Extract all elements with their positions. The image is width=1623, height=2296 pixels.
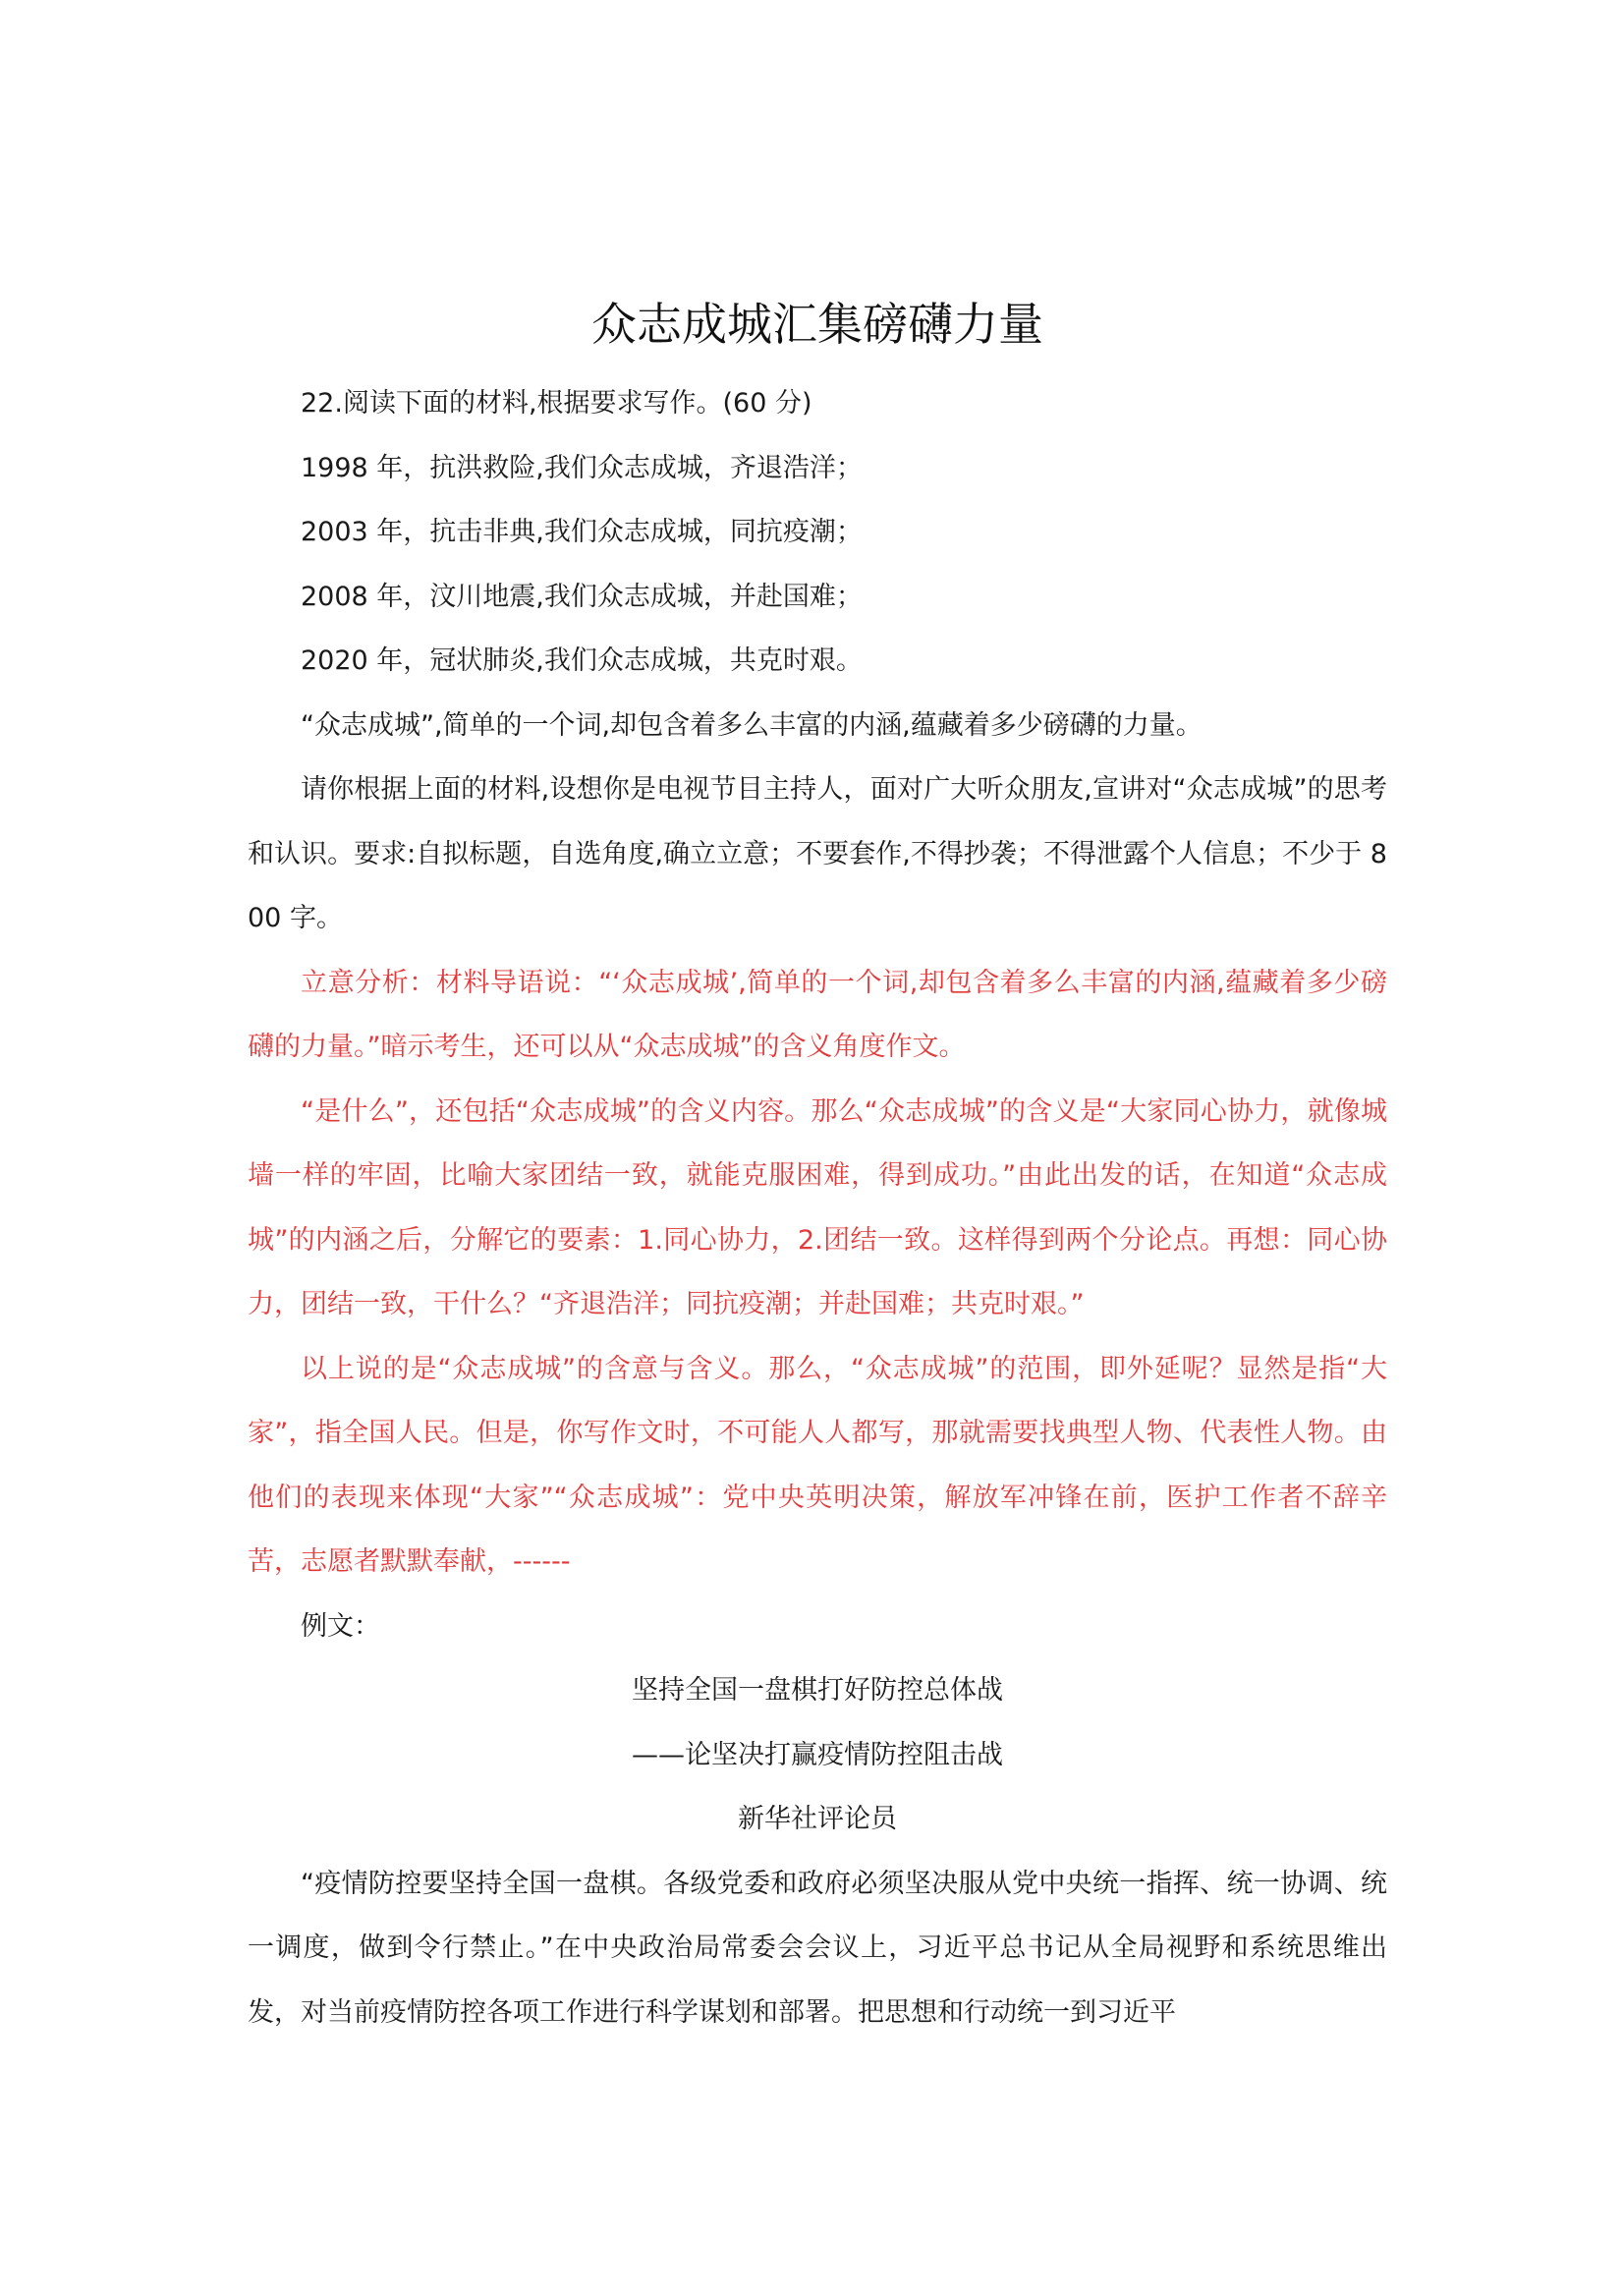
example-subtitle: ——论坚决打赢疫情防控阻击战 (632, 1739, 1003, 1770)
material-summary: “众志成城”,简单的一个词,却包含着多么丰富的内涵,蕴藏着多少磅礴的力量。 (301, 709, 1203, 741)
document-title: 众志成城汇集磅礴力量 (591, 298, 1043, 351)
writing-requirement: 请你根据上面的材料,设想你是电视节目主持人，面对广大听众朋友,宣讲对“众志成城”的思考和认识。要求:自拟标题，自选角度,确立立意；不要套作,不得抄袭；不得泄露个人信息；不少于 800 字。 (248, 774, 1387, 933)
example-body: “疫情防控要坚持全国一盘棋。各级党委和政府必须坚决服从党中央统一指挥、统一协调、统一调度，做到令行禁止。”在中央政治局常委会会议上，习近平总书记从全局视野和系统思维出发，对当前疫情防控各项工作进行科学谋划和部署。把思想和行动统一到习近平 (248, 1868, 1387, 2028)
analysis-paragraph-2: “是什么”，还包括“众志成城”的含义内容。那么“众志成城”的含义是“大家同心协力，就像城墙一样的牢固，比喻大家团结一致，就能克服困难，得到成功。”由此出发的话，在知道“众志成城”的内涵之后，分解它的要素：1.同心协力，2.团结一致。这样得到两个分论点。再想：同心协力，团结一致，干什么？“齐退浩洋；同抗疫潮；并赴国难；共克时艰。” (248, 1095, 1387, 1319)
document-page (248, 295, 1387, 2044)
material-line-2003: 2003 年，抗击非典,我们众志成城，同抗疫潮； (301, 517, 863, 547)
material-line-1998: 1998 年，抗洪救险,我们众志成城，齐退浩洋； (301, 452, 863, 483)
example-author: 新华社评论员 (738, 1804, 897, 1834)
example-title: 坚持全国一盘棋打好防控总体战 (632, 1675, 1003, 1706)
question-prompt: 22.阅读下面的材料,根据要求写作。(60 分) (301, 388, 812, 419)
material-line-2008: 2008 年，汶川地震,我们众志成城，并赴国难； (301, 581, 863, 612)
analysis-paragraph-3: 以上说的是“众志成城”的含意与含义。那么，“众志成城”的范围，即外延呢？显然是指“大家”，指全国人民。但是，你写作文时，不可能人人都写，那就需要找典型人物、代表性人物。由他们的表现来体现“大家”“众志成城”：党中央英明决策，解放军冲锋在前，医护工作者不辞辛苦，志愿者默默奉献，------ (248, 1353, 1387, 1577)
example-label: 例文： (301, 1610, 380, 1642)
material-line-2020: 2020 年，冠状肺炎,我们众志成城，共克时艰。 (301, 645, 863, 676)
analysis-paragraph-1: 立意分析：材料导语说：“‘众志成城’,简单的一个词,却包含着多么丰富的内涵,蕴藏着多少磅礴的力量。”暗示考生，还可以从“众志成城”的含义角度作文。 (248, 967, 1387, 1062)
